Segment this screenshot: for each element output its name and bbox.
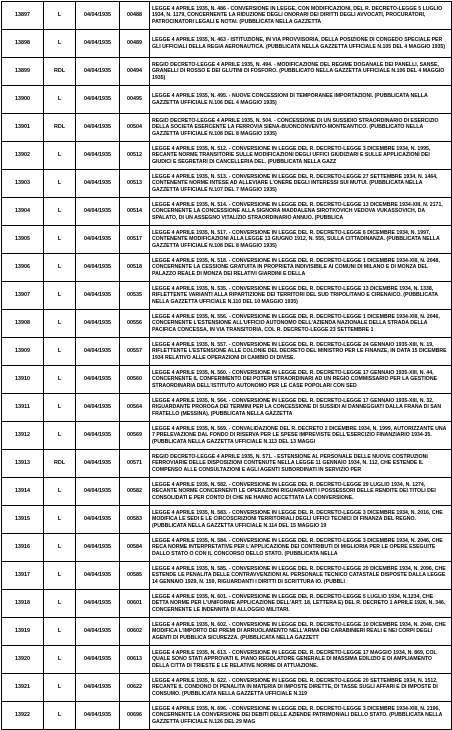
record-number: 13908 — [2, 310, 44, 338]
laws-table-body — [2, 2, 452, 730]
act-code: 00569 — [120, 422, 150, 450]
act-code: 00518 — [120, 254, 150, 282]
act-description — [150, 198, 452, 226]
record-number: 13913 — [2, 450, 44, 478]
act-description — [150, 450, 452, 478]
act-description — [150, 30, 452, 58]
table-row — [2, 702, 452, 730]
act-description — [150, 366, 452, 394]
act-type: L — [44, 2, 76, 30]
table-row — [2, 142, 452, 170]
act-type: L — [44, 170, 76, 198]
record-number: 13915 — [2, 506, 44, 534]
act-description-text: LEGGE 4 APRILE 1935, N. 556. - CONVERSIONE IN LEGGE DEL R. DECRETO-LEGGE 1 DICEMBRE 1934-XIII, N. 2046, CONCERNENTE L'ESTENSIONE ALL'UFFICIO AUTONOMO DELL'AZIENDA NAZIONALE DELLA STRADA DELLA PACIFICA CONCESSA, IN VIA TRANSITORIA, COL R. DECRETO-LEGGE 23 SETTEMBRE 1 — [152, 314, 440, 333]
act-date: 04/04/1935 — [76, 282, 120, 310]
act-code: 00601 — [120, 590, 150, 618]
act-description — [150, 646, 452, 674]
table-row — [2, 618, 452, 646]
act-date: 04/04/1935 — [76, 226, 120, 254]
record-number: 13917 — [2, 562, 44, 590]
act-date: 04/04/1935 — [76, 478, 120, 506]
act-description-text: LEGGE 4 APRILE 1935, N. 486 - CONVERSIONE IN LEGGE, CON MODIFICAZIONI, DEL R. DECRETO-LEGGE 5 LUGLIO 1934, N. 1179, CONCERNENTE LA RIDUZIONE DEGLI ONORARI DEI DIRITTI DEGLI AVVOCATI, PROCURATORI, PATROCINATORI LEGALI E NOTAI. (PUBBLICATA NELLA GAZZETTA — [152, 6, 443, 25]
table-row — [2, 2, 452, 30]
act-type: L — [44, 422, 76, 450]
record-number: 13920 — [2, 646, 44, 674]
act-code: 00556 — [120, 310, 150, 338]
act-type: L — [44, 702, 76, 730]
act-description-text: LEGGE 4 APRILE 1935, N. 585. - CONVERSIONE IN LEGGE DEL R. DECRETO-LEGGE 20 DICEMBRE 1934, N. 2096, CHE ESTENDE LE PENALITA DELLE CONTRAVVENZIONI AL PERSONALE TECNICO CATASTALE DISPOSTE DALLA LEGGE 14 GENNAIO 1929, N. 159, RIGUARDANTI I DIRITTI DI SCRITTURA IO. (PUBBLI — [152, 566, 446, 585]
act-description — [150, 282, 452, 310]
act-description — [150, 534, 452, 562]
act-code: 00504 — [120, 114, 150, 142]
laws-table — [1, 1, 452, 730]
act-description — [150, 618, 452, 646]
record-number: 13921 — [2, 674, 44, 702]
act-type: L — [44, 534, 76, 562]
act-date: 04/04/1935 — [76, 2, 120, 30]
record-number: 13906 — [2, 254, 44, 282]
act-description-text: LEGGE 4 APRILE 1935, N. 613. - CONVERSIONE IN LEGGE DEL R. DECRETO-LEGGE 17 MAGGIO 1934, N. 869, COL QUALE SONO STATI APPROVATI IL PIANO REGOLATORE GENERALE DI MASSIMA EDILIZIO E DI AMPLIAMENTO DELLA CITTA DI TRIESTE E LE RELATIVE NORME DI ATTUAZIONE. — [152, 650, 437, 669]
act-type: L — [44, 590, 76, 618]
table-row — [2, 450, 452, 478]
act-date: 04/04/1935 — [76, 30, 120, 58]
act-type: L — [44, 86, 76, 114]
act-code: 00560 — [120, 366, 150, 394]
act-code: 00513 — [120, 170, 150, 198]
table-row — [2, 338, 452, 366]
act-code: 00602 — [120, 618, 150, 646]
act-type: L — [44, 674, 76, 702]
act-code: 00613 — [120, 646, 150, 674]
act-date: 04/04/1935 — [76, 254, 120, 282]
act-description-text: LEGGE 4 APRILE 1935, N. 495. - NUOVE CONCESSIONI DI TEMPORANEE IMPORTAZIONI. (PUBBLICATA NELLA GAZZETTA UFFICIALE N.106 DEL 4 MAGGIO 1935) — [152, 93, 428, 106]
act-description-text: LEGGE 4 APRILE 1935, N. 463 - ISTITUZIONE, IN VIA PROVVISORIA, DELLA POSIZIONE DI CONGEDO SPECIALE PER GLI UFFICIALI DELLA REGIA AERONAUTICA. (PUBBLICATA NELLA GAZZETTA UFFICIALE N.105 DEL 4 MAGGIO 1935) — [152, 37, 445, 50]
act-description-text: LEGGE 4 APRILE 1935, N. 696. - CONVERSIONE IN LEGGE DEL R. DECRETO-LEGGE 3 DICEMBRE 1934-XIII, N. 2196, CONCERNENTE LA CONVERSIONE DEI DEBITI DELLE AZIENDE PATRIMONIALI DELLO STATO. (PUBBLICATA NELLA GAZZETTA UFFICIALE N.126 DEL 29 MAG — [152, 706, 443, 725]
record-number: 13914 — [2, 478, 44, 506]
act-date: 04/04/1935 — [76, 618, 120, 646]
act-code: 00622 — [120, 674, 150, 702]
record-number: 13922 — [2, 702, 44, 730]
act-date: 04/04/1935 — [76, 702, 120, 730]
act-code: 00557 — [120, 338, 150, 366]
act-code: 00571 — [120, 450, 150, 478]
act-description-text: LEGGE 4 APRILE 1935, N. 557. - CONVERSIONE IN LEGGE DEL R. DECRETO-LEGGE 24 GENNAIO 1935-XIII, N. 19, RIFLETTENTE L'ESTENSIONE ALLE COLONIE DEL DECRETO DEL MINISTRO PER LE FINANZE, IN DATA 15 DICEMBRE 1934 RELATIVO ALLE OPERAZIONI DI CAMBIO DI DIVISE. — [152, 342, 447, 361]
act-type: L — [44, 254, 76, 282]
act-code: 00488 — [120, 2, 150, 30]
act-date: 04/04/1935 — [76, 198, 120, 226]
act-date: 04/04/1935 — [76, 366, 120, 394]
record-number: 13909 — [2, 338, 44, 366]
record-number: 13907 — [2, 282, 44, 310]
act-code: 00696 — [120, 702, 150, 730]
act-type: L — [44, 618, 76, 646]
act-description — [150, 674, 452, 702]
act-type: L — [44, 646, 76, 674]
act-description — [150, 86, 452, 114]
act-description — [150, 590, 452, 618]
record-number: 13912 — [2, 422, 44, 450]
act-date: 04/04/1935 — [76, 86, 120, 114]
act-description-text: LEGGE 4 APRILE 1935, N. 622. - CONVERSIONE IN LEGGE DEL R. DECRETO-LEGGE 20 SETTEMBRE 1934, N. 1512, RECANTE IL CONDONO DI PENALITA IN MATERIA DI IMPOSTE DIRETTE, DI TASSE SUGLI AFFARI E DI IMPOSTE DI CONSUMO. (PUBBLICATA NELLA GAZZETTA UFFICIALE N.119 — [152, 678, 438, 697]
act-description — [150, 142, 452, 170]
act-description — [150, 58, 452, 86]
act-description-text: LEGGE 4 APRILE 1935, N. 601. - CONVERSIONE IN LEGGE DEL R. DECRETO-LEGGE 5 LUGLIO 1934, N.1234, CHE DETTA NORME PER L'UNIFORME APPLICAZIONE DELL'ART. 18, LETTERA E) DEL R. DECRETO 1 APRILE 1926, N. 346, CONCERNENTE LE INDENNITA DI ALLOGGIO MILITARI. — [152, 594, 446, 613]
act-description — [150, 338, 452, 366]
act-description — [150, 2, 452, 30]
act-date: 04/04/1935 — [76, 506, 120, 534]
act-type: L — [44, 478, 76, 506]
act-description-text: REGIO DECRETO-LEGGE 4 APRILE 1935, N. 504. - CONCESSIONE DI UN SUSSIDIO STRAORDINARIO DI ESERCIZIO DELLA SOCIETA ESERCENTE LA FERROVIA SIENA-BUONCONVENTO-MONTEANTICO. (PUBBLICATO NELLA GAZZETTA UFFICIALE N.108 DEL 8 MAGGIO 1935) — [152, 118, 439, 137]
act-code: 00535 — [120, 282, 150, 310]
act-description — [150, 394, 452, 422]
table-row — [2, 506, 452, 534]
table-row — [2, 254, 452, 282]
table-row — [2, 366, 452, 394]
act-date: 04/04/1935 — [76, 310, 120, 338]
table-row — [2, 394, 452, 422]
act-code: 00585 — [120, 562, 150, 590]
table-row — [2, 534, 452, 562]
act-date: 04/04/1935 — [76, 646, 120, 674]
act-description-text: LEGGE 4 APRILE 1935, N. 569. - CONVALIDAZIONE DEL R. DECRETO 2 DICEMBRE 1934, N. 1999, AUTORIZZANTE UNA 7 PRELEVAZIONE DAL FONDO DI RISERVA PER LE SPESE IMPREVISTE DELL'ESERCIZIO FINANZIARIO 1934-35. (PUBBLICATA NELLA GAZZETTA UFFICIALE N.113 DEL 13 MAGGI — [152, 426, 447, 445]
table-row — [2, 562, 452, 590]
act-type: L — [44, 142, 76, 170]
table-row — [2, 114, 452, 142]
act-description-text: REGIO DECRETO-LEGGE 4 APRILE 1935, N. 494. - MODIFICAZIONE DEL REGIME DOGANALE DEI PANELLI, SANSE, GRANELLI DI ROSSO E DEI GLUTINI DI FOSFORO. (PUBBLICATO NELLA GAZZETTA UFFICIALE N.106 DEL 4 MAGGIO 1935) — [152, 62, 445, 81]
act-description-text: LEGGE 4 APRILE 1935, N. 514. - CONVERSIONE IN LEGGE DEL R. DECRETO-LEGGE 13 DICEMBRE 1934-XIII, N. 2171, CONCERNENTE LA CONCESSIONE ALLA SIGNORA MADDALENA SIROTKOVICH VEDOVA VUKASSOVICH, DA SPALATO, DI UN ASSEGNO VITALIZIO STRAORDINARIO ANNUO. (PUBBLICA — [152, 202, 443, 221]
act-code: 00564 — [120, 394, 150, 422]
act-description — [150, 702, 452, 730]
act-description — [150, 506, 452, 534]
act-date: 04/04/1935 — [76, 394, 120, 422]
act-date: 04/04/1935 — [76, 170, 120, 198]
table-row — [2, 590, 452, 618]
act-date: 04/04/1935 — [76, 590, 120, 618]
act-description — [150, 254, 452, 282]
act-description-text: REGIO DECRETO-LEGGE 4 APRILE 1935, N. 571. - ESTENSIONE AL PERSONALE DELLE NUOVE COSTRUZIONI FERROVIARIE DELLE DISPOSIZIONI CONTENUTE NELLA LEGGE 11 GENNAIO 1934, N. 112, CHE ESTENDE IL COMPENSO ALLE CONSULTAZIONI E AGLI AGENTI SUBORDINATI IN SERVIZIO PER — [152, 454, 428, 473]
record-number: 13905 — [2, 226, 44, 254]
record-number: 13916 — [2, 534, 44, 562]
act-date: 04/04/1935 — [76, 562, 120, 590]
act-type: L — [44, 198, 76, 226]
act-date: 04/04/1935 — [76, 422, 120, 450]
act-description — [150, 478, 452, 506]
act-description-text: LEGGE 4 APRILE 1935, N. 560. - CONVERSIONE IN LEGGE DEL R. DECRETO-LEGGE 17 GENNAIO 1935-XIII, N. 44, CONCERNENTE IL CONFERIMENTO DEI POTERI STRAORDINARI AD UN REGIO COMMISSARIO PER LA GESTIONE STRAORDINARIA DELL'ISTITUTO AUTONOMO PER LE CASE POPOLARI CON SED — [152, 370, 438, 389]
act-description-text: LEGGE 4 APRILE 1935, N. 582. - CONVERSIONE IN LEGGE DEL R. DECRETO-LEGGE 29 LUGLIO 1934, N. 1274, RECANTE NORME CONCERNENTI LE OPERAZIONI RIGUARDANTI I POSSESSORI DELLE RENDITE DEI TITOLI DEI CONSOLIDATI E PER CONTO DI CHE NE HANNO ACCETTATA LA CONVERSIONE. — [152, 482, 436, 501]
act-date: 04/04/1935 — [76, 534, 120, 562]
record-number: 13903 — [2, 170, 44, 198]
act-code: 00514 — [120, 198, 150, 226]
table-row — [2, 198, 452, 226]
table-row — [2, 282, 452, 310]
act-type: L — [44, 310, 76, 338]
act-type: L — [44, 30, 76, 58]
act-description-text: LEGGE 4 APRILE 1935, N. 583. - CONVERSIONE IN LEGGE DEL R. DECRETO-LEGGE 3 DICEMBRE 1934, N. 2016, CHE MODIFICA LE SEDI E LE CIRCOSCRIZIONI TERRITORIALI DEGLI UFFICI TECNICI DI FINANZA DEL REGNO. (PUBBLICATA NELLA GAZZETTA UFFICIALE N.114 DEL 15 MAGGIO 19 — [152, 510, 443, 529]
act-code: 00495 — [120, 86, 150, 114]
act-type: L — [44, 338, 76, 366]
table-row — [2, 86, 452, 114]
act-date: 04/04/1935 — [76, 674, 120, 702]
act-type: RDL — [44, 450, 76, 478]
act-description-text: LEGGE 4 APRILE 1935, N. 584. - CONVERSIONE IN LEGGE DEL R. DECRETO-LEGGE 3 DICEMBRE 1934, N. 2046, CHE RECA NORME INTERPRETATIVE PER L'APPLICAZIONE DEI CONTRIBUTI DI MIGLIORIA PER LE OPERE ESEGUITE DALLO STATO O CON IL CONCORSO DELLO STATO. (PUBBLICATA NELLA — [152, 538, 443, 557]
record-number: 13911 — [2, 394, 44, 422]
record-number: 13900 — [2, 86, 44, 114]
act-type: L — [44, 282, 76, 310]
act-date: 04/04/1935 — [76, 338, 120, 366]
record-number: 13918 — [2, 590, 44, 618]
record-number: 13902 — [2, 142, 44, 170]
act-type: L — [44, 562, 76, 590]
table-row — [2, 58, 452, 86]
act-date: 04/04/1935 — [76, 142, 120, 170]
table-row — [2, 422, 452, 450]
table-row — [2, 30, 452, 58]
act-date: 04/04/1935 — [76, 450, 120, 478]
act-type: RDL — [44, 114, 76, 142]
act-type: L — [44, 366, 76, 394]
act-description-text: LEGGE 4 APRILE 1935, N. 564. - CONVERSIONE IN LEGGE DEL R. DECRETO-LEGGE 17 GENNAIO 1935-XIII, N. 32, RIGUARDANTE PROROGA DEI TERMINI PER LA CONCESSIONE DI SUSSIDI AI DANNEGGIATI DALLA FRANA DI SAN FRATELLO (MESSINA). (PUBBLICATA NELLA GAZZETTA — [152, 398, 442, 417]
record-number: 13919 — [2, 618, 44, 646]
record-number: 13898 — [2, 30, 44, 58]
act-description — [150, 422, 452, 450]
act-description — [150, 562, 452, 590]
act-code: 00489 — [120, 30, 150, 58]
act-code: 00517 — [120, 226, 150, 254]
act-code: 00582 — [120, 478, 150, 506]
act-code: 00584 — [120, 534, 150, 562]
table-row — [2, 478, 452, 506]
record-number: 13901 — [2, 114, 44, 142]
table-row — [2, 170, 452, 198]
act-code: 00512 — [120, 142, 150, 170]
act-description-text: LEGGE 4 APRILE 1935, N. 517. - CONVERSIONE IN LEGGE DEL R. DECRETO-LEGGE 6 DICEMBRE 1934, N. 1997, CONTENENTE MODIFICAZIONI ALLA LEGGE 13 GIUGNO 1912, N. 555, SULLA CITTADINANZA. (PUBBLICATA NELLA GAZZETTA UFFICIALE N.108 DEL 8 MAGGIO 1935) — [152, 230, 440, 249]
act-code: 00583 — [120, 506, 150, 534]
act-description-text: LEGGE 4 APRILE 1935, N. 512. - CONVERSIONE IN LEGGE DEL R. DECRETO-LEGGE 3 DICEMBRE 1934, N. 1995, RECANTE NORME TRANSITORIE SULLE MODIFICAZIONI DEGLI UFFICI GIUDIZIARI E SULLE APPLICAZIONI DEI GIUDICI E SEGRETARI DI CANCELLERIA DEL. (PUBBLICATA NELLA GAZZ — [152, 146, 431, 165]
record-number: 13904 — [2, 198, 44, 226]
act-type: L — [44, 394, 76, 422]
act-type: RDL — [44, 58, 76, 86]
act-description — [150, 226, 452, 254]
act-description — [150, 310, 452, 338]
act-description — [150, 114, 452, 142]
record-number: 13897 — [2, 2, 44, 30]
record-number: 13899 — [2, 58, 44, 86]
act-description-text: LEGGE 4 APRILE 1935, N. 518. - CONVERSIONE IN LEGGE DEL R. DECRETO-LEGGE 1 DICEMBRE 1934-XIII, N. 2048, CONCERNENTE LA CESSIONE GRATUITA IN PROPRIETA INDIVISIBILE AI COMUNI DI MILANO E DI MONZA DEL PALAZZO REALE DI MONZA DEI RELATIVI GIARDINI E DELLA — [152, 258, 440, 277]
table-row — [2, 226, 452, 254]
act-type: L — [44, 506, 76, 534]
act-date: 04/04/1935 — [76, 114, 120, 142]
act-date: 04/04/1935 — [76, 58, 120, 86]
act-description-text: LEGGE 4 APRILE 1935, N. 535. - CONVERSIONE IN LEGGE DEL R. DECRETO-LEGGE 13 DICEMBRE 1934, N. 1338, RIFLETTENTE VARIANTI ALLA RIPARTIZIONE DEI TERRITORI DEL SUD TRIPOLITANO E CIRENAICO. (PUBBLICATA NELLA GAZZETTA UFFICIALE N.110 DEL 10 MAGGIO 1935) — [152, 286, 438, 305]
table-row — [2, 646, 452, 674]
act-type: L — [44, 226, 76, 254]
act-description-text: LEGGE 4 APRILE 1935, N. 513. - CONVERSIONE IN LEGGE DEL R. DECRETO-LEGGE 27 SETTEMBRE 1934, N. 1464, CONTENENTE NORME INTESE AD ALLEVIARE L'ONERE DEGLI INTERESSI SUI MUTUI. (PUBBLICATA NELLA GAZZETTA UFFICIALE N.107 DEL 7 MAGGIO 1935) — [152, 174, 438, 193]
act-code: 00494 — [120, 58, 150, 86]
act-description-text: LEGGE 4 APRILE 1935, N. 602. - CONVERSIONE IN LEGGE DEL R. DECRETO-LEGGE 10 DICEMBRE 1934, N. 2046, CHE MODIFICA L'IMPORTO DEI PREMI DI ARRUOLAMENTO NELL'ARMA DEI CARABINIERI REALI E NEI CORPI DEGLI AGENTI DI PUBBLICA SICUREZZA. (PUBBLICATA NELLA GAZZETT — [152, 622, 446, 641]
table-row — [2, 674, 452, 702]
record-number: 13910 — [2, 366, 44, 394]
table-row — [2, 310, 452, 338]
act-description — [150, 170, 452, 198]
